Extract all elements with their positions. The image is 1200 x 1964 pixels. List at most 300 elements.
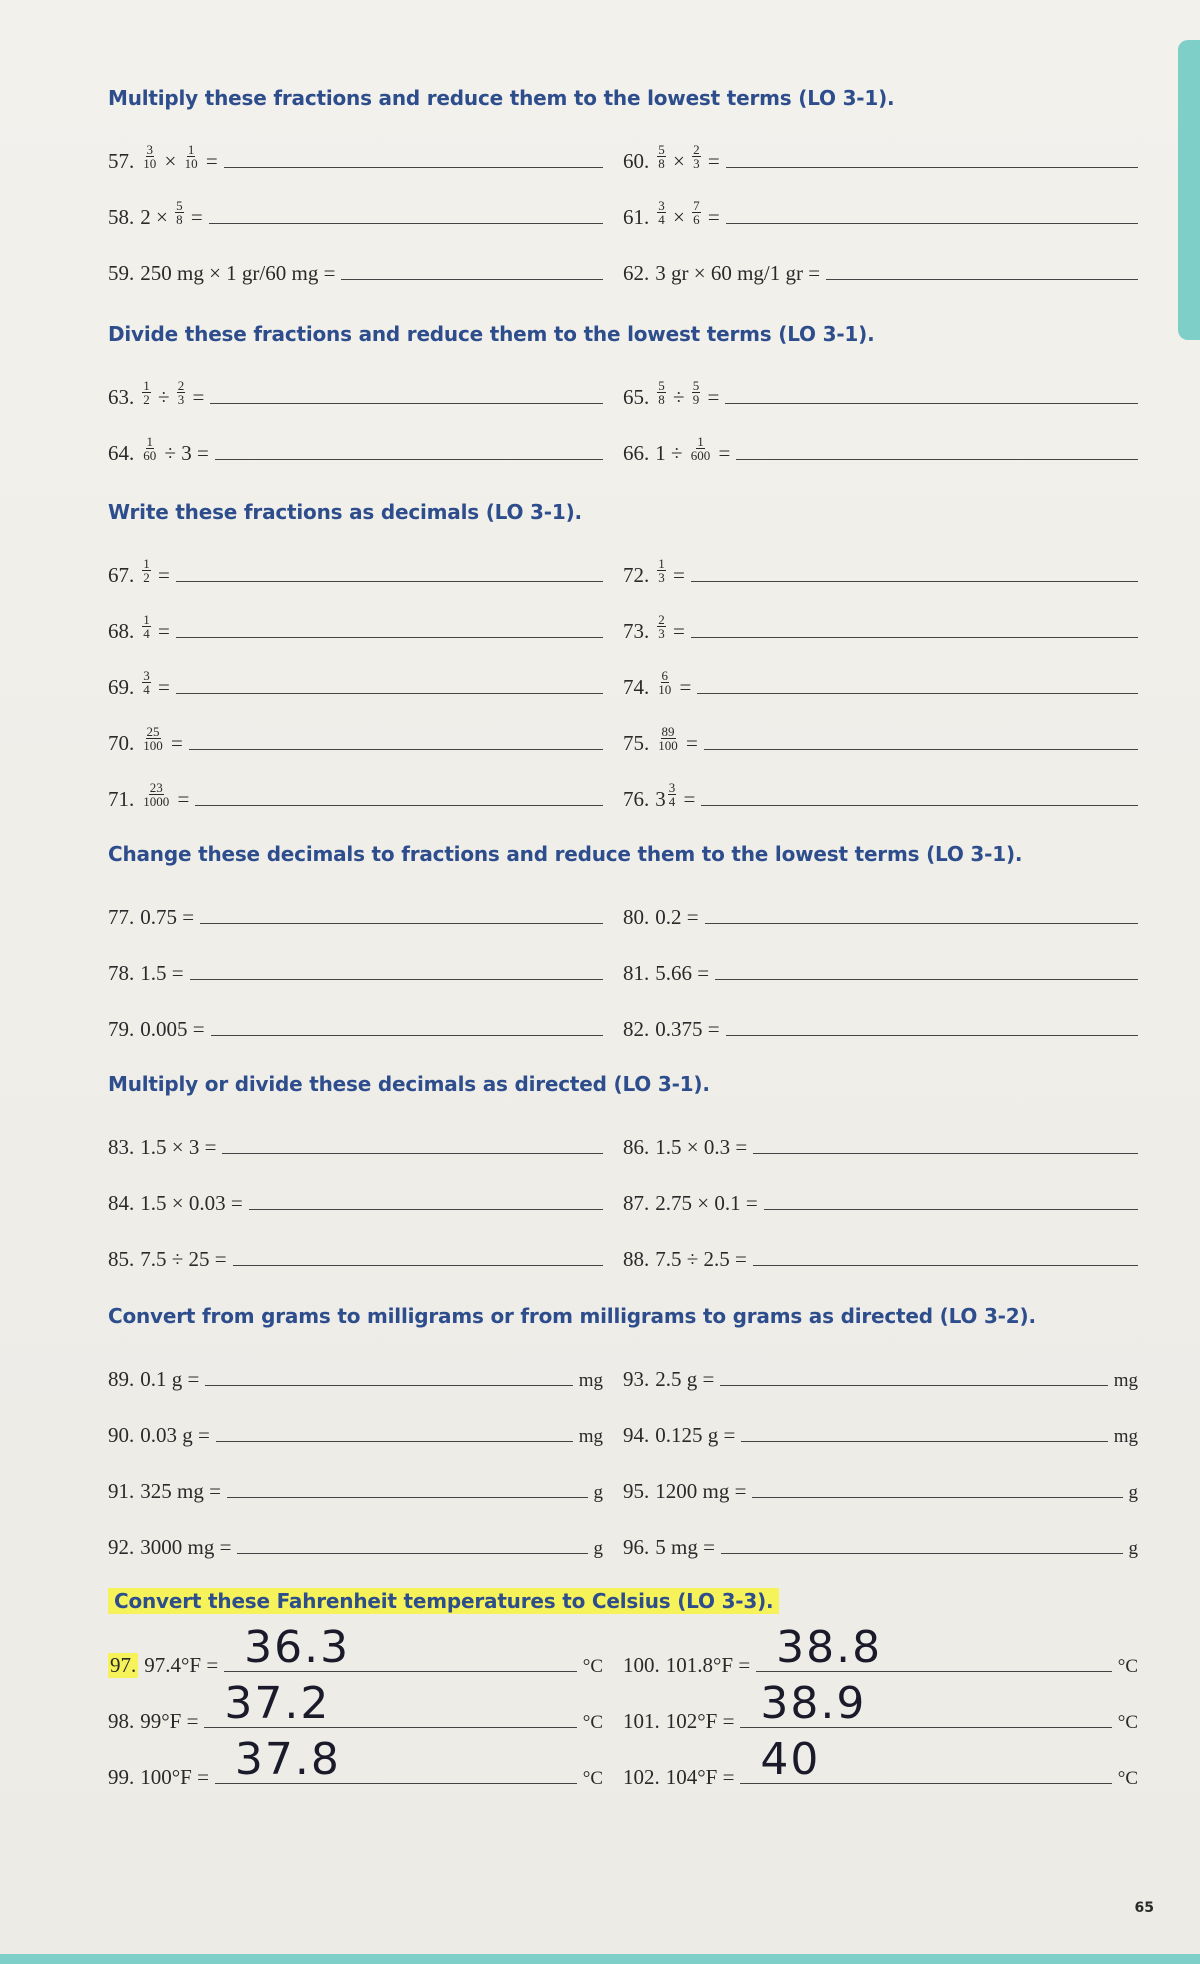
problem-expression (140, 142, 218, 174)
problem-expression (140, 261, 335, 286)
expression-text: 250 mg × 1 gr/60 mg = (140, 261, 336, 285)
fraction-denominator: 8 (658, 392, 665, 407)
problem-expression (140, 724, 183, 756)
answer-blank[interactable] (701, 804, 1138, 806)
answer-blank[interactable] (249, 1208, 603, 1210)
fraction-denominator: 100 (658, 738, 678, 753)
fraction (142, 613, 151, 640)
fraction-denominator: 4 (658, 212, 665, 227)
expression-text: 0.375 = (655, 1017, 720, 1041)
answer-blank[interactable] (224, 1622, 577, 1673)
problem-number: 60. (623, 149, 650, 173)
fraction-denominator: 2 (143, 570, 150, 585)
section-heading: Divide these fractions and reduce them to the lowest terms (LO 3-1). (108, 322, 875, 346)
section-fahrenheit-celsius (108, 1588, 1138, 1790)
handwritten-answer: 37.2 (224, 1678, 331, 1729)
problem-expression (140, 1535, 231, 1560)
problem-number: 62. (623, 261, 650, 285)
problem-number: 65. (623, 385, 650, 409)
expression-text: = (165, 731, 183, 755)
answer-blank[interactable] (740, 1678, 1111, 1729)
answer-blank[interactable] (176, 636, 603, 638)
fraction-numerator: 2 (658, 612, 665, 627)
expression-text: = (674, 675, 692, 699)
problem-86 (623, 1104, 1138, 1160)
problem-expression (140, 612, 170, 644)
fraction (142, 557, 151, 584)
expression-text: = (702, 149, 720, 173)
problem-expression (655, 142, 720, 174)
problem-68 (108, 588, 623, 644)
expression-text: = (185, 205, 203, 229)
fraction (657, 613, 666, 640)
fraction (657, 725, 679, 752)
answer-blank[interactable] (826, 278, 1138, 280)
problem-number: 81. (623, 961, 650, 985)
section-decimals-to-fractions (108, 842, 1138, 1042)
fraction-numerator: 2 (177, 378, 185, 393)
problem-number: 72. (623, 563, 650, 587)
problem-74 (623, 644, 1138, 700)
problem-number: 61. (623, 205, 650, 229)
fraction-numerator: 5 (176, 198, 183, 213)
expression-text: 5 mg = (655, 1535, 715, 1559)
problem-101 (623, 1678, 1138, 1734)
problem-99 (108, 1734, 623, 1790)
handwritten-answer: 36.3 (244, 1622, 351, 1673)
fraction-denominator: 3 (658, 570, 665, 585)
expression-text: 0.1 g = (140, 1367, 200, 1391)
problem-number: 57. (108, 149, 135, 173)
problem-expression (140, 198, 203, 230)
problem-78 (108, 930, 623, 986)
fraction-numerator: 3 (146, 142, 153, 157)
problem-expression (655, 1423, 735, 1448)
answer-blank[interactable] (725, 402, 1138, 404)
problem-number: 71. (108, 787, 135, 811)
fraction-denominator: 8 (658, 156, 665, 171)
problem-expression (655, 1135, 747, 1160)
answer-blank[interactable] (195, 804, 603, 806)
problem-number: 79. (108, 1017, 135, 1041)
problem-number: 86. (623, 1135, 650, 1159)
problem-number: 58. (108, 205, 135, 229)
problem-69 (108, 644, 623, 700)
expression-text: = (702, 205, 720, 229)
answer-blank[interactable] (720, 1384, 1107, 1386)
answer-blank[interactable] (697, 692, 1138, 694)
unit-label: °C (1117, 1656, 1138, 1677)
answer-blank[interactable] (209, 222, 603, 224)
section-heading: Multiply these fractions and reduce them to the lowest terms (LO 3-1). (108, 86, 895, 110)
fraction (142, 379, 151, 406)
problem-number: 73. (623, 619, 650, 643)
section-fractions-to-decimals (108, 500, 1138, 812)
expression-text: 2.75 × 0.1 = (655, 1191, 758, 1215)
problem-67 (108, 532, 623, 588)
problem-88 (623, 1216, 1138, 1272)
problem-65 (623, 354, 1138, 410)
answer-blank[interactable] (740, 1734, 1111, 1785)
problem-expression (655, 780, 696, 812)
problem-102 (623, 1734, 1138, 1790)
problem-number: 67. (108, 563, 135, 587)
expression-text: × (667, 205, 691, 229)
answer-blank[interactable] (205, 1384, 572, 1386)
fraction (692, 199, 701, 226)
answer-blank[interactable] (215, 1734, 577, 1785)
answer-blank[interactable] (756, 1622, 1112, 1673)
fraction-numerator: 89 (661, 724, 675, 739)
expression-text: × (159, 149, 182, 173)
answer-blank[interactable] (341, 278, 603, 280)
unit-label: °C (582, 1768, 603, 1789)
fraction-denominator: 4 (143, 626, 150, 641)
fraction-denominator: 10 (184, 156, 198, 171)
problem-60 (623, 118, 1138, 174)
fraction-numerator: 1 (143, 378, 150, 393)
expression-text: = (702, 385, 720, 409)
expression-text: 104°F = (665, 1765, 735, 1789)
problem-expression (144, 1653, 218, 1678)
answer-blank[interactable] (224, 166, 603, 168)
fraction-denominator: 60 (143, 448, 157, 463)
problem-expression (140, 1247, 226, 1272)
fraction-numerator: 1 (143, 612, 150, 627)
problem-66 (623, 410, 1138, 466)
problem-77 (108, 874, 623, 930)
expression-text: 0.75 = (140, 905, 195, 929)
answer-blank[interactable] (721, 1552, 1123, 1554)
expression-text: = (200, 149, 218, 173)
problem-expression (655, 1535, 715, 1560)
expression-text: ÷ (152, 385, 175, 409)
expression-text: 102°F = (665, 1709, 735, 1733)
fraction-denominator: 8 (176, 212, 183, 227)
fraction-denominator: 10 (143, 156, 157, 171)
problem-84 (108, 1160, 623, 1216)
expression-text: 1.5 × 0.03 = (140, 1191, 243, 1215)
problem-number: 75. (623, 731, 650, 755)
answer-blank[interactable] (691, 580, 1138, 582)
problem-number: 97. (110, 1653, 137, 1677)
problem-number: 98. (108, 1709, 135, 1733)
problem-expression (140, 1191, 242, 1216)
unit-label: °C (582, 1656, 603, 1677)
handwritten-answer: 38.8 (776, 1622, 883, 1673)
answer-blank[interactable] (227, 1496, 588, 1498)
fraction-denominator: 1000 (143, 794, 170, 809)
fraction-denominator: 4 (668, 794, 676, 809)
problem-expression (655, 668, 692, 700)
answer-blank[interactable] (764, 1208, 1138, 1210)
problem-number: 70. (108, 731, 135, 755)
expression-text: 2 × (140, 205, 174, 229)
fraction-numerator: 5 (658, 142, 665, 157)
problem-expression (140, 961, 183, 986)
problem-expression (655, 612, 685, 644)
fraction-numerator: 1 (697, 434, 704, 449)
expression-text: = (667, 619, 685, 643)
problem-expression (655, 378, 720, 410)
problem-number: 77. (108, 905, 135, 929)
problem-number: 63. (108, 385, 135, 409)
expression-text: 3 (655, 787, 666, 811)
problem-expression (655, 434, 731, 466)
unit-label: g (593, 1482, 603, 1503)
fraction-denominator: 100 (143, 738, 163, 753)
section-divide-fractions (108, 322, 1138, 466)
problem-number: 85. (108, 1247, 135, 1271)
problem-expression (655, 1367, 714, 1392)
answer-blank[interactable] (736, 458, 1138, 460)
answer-blank[interactable] (704, 748, 1138, 750)
page-tab-edge (1178, 40, 1200, 340)
problem-97 (108, 1622, 623, 1678)
answer-blank[interactable] (753, 1264, 1138, 1266)
problem-expression (655, 905, 698, 930)
problem-expression (140, 1423, 210, 1448)
problem-59 (108, 230, 623, 286)
fraction (142, 669, 151, 696)
expression-text: 2.5 g = (655, 1367, 715, 1391)
problem-number: 94. (623, 1423, 650, 1447)
problem-81 (623, 930, 1138, 986)
problem-number: 74. (623, 675, 650, 699)
problem-73 (623, 588, 1138, 644)
problem-number: 100. (623, 1653, 660, 1677)
problem-number: 76. (623, 787, 650, 811)
section-multiply-fractions (108, 86, 1138, 286)
problem-number: 95. (623, 1479, 650, 1503)
fraction-numerator: 25 (146, 724, 160, 739)
fraction (177, 379, 186, 406)
problem-expression (140, 378, 205, 410)
handwritten-answer: 38.9 (760, 1678, 867, 1729)
answer-blank[interactable] (204, 1678, 576, 1729)
problem-expression (655, 261, 820, 286)
problem-number: 90. (108, 1423, 135, 1447)
fraction-denominator: 600 (690, 448, 711, 463)
fraction-denominator: 9 (692, 392, 700, 407)
problem-61 (623, 174, 1138, 230)
fraction-numerator: 3 (668, 780, 676, 795)
problem-number: 59. (108, 261, 135, 285)
unit-label: mg (1113, 1426, 1138, 1447)
problem-expression (666, 1653, 750, 1678)
problem-85 (108, 1216, 623, 1272)
problem-expression (655, 198, 720, 230)
fraction (692, 379, 701, 406)
expression-text: = (678, 787, 696, 811)
problem-number: 96. (623, 1535, 650, 1559)
problem-number: 99. (108, 1765, 135, 1789)
expression-text: 7.5 ÷ 2.5 = (655, 1247, 747, 1271)
expression-text: × (667, 149, 691, 173)
fraction-denominator: 4 (143, 682, 150, 697)
problem-number: 101. (623, 1709, 660, 1733)
expression-text: = (680, 731, 698, 755)
answer-blank[interactable] (190, 978, 603, 980)
answer-blank[interactable] (189, 748, 603, 750)
problem-expression (666, 1709, 735, 1734)
problem-number: 69. (108, 675, 135, 699)
problem-87 (623, 1160, 1138, 1216)
problem-64 (108, 410, 623, 466)
problem-75 (623, 700, 1138, 756)
section-heading: Convert from grams to milligrams or from milligrams to grams as directed (LO 3-2). (108, 1304, 1036, 1328)
answer-blank[interactable] (211, 1034, 603, 1036)
section-heading: Write these fractions as decimals (LO 3-1). (108, 500, 582, 524)
expression-text: 0.005 = (140, 1017, 205, 1041)
problem-93 (623, 1336, 1138, 1392)
unit-label: °C (1117, 1712, 1138, 1733)
answer-blank[interactable] (200, 922, 603, 924)
fraction-numerator: 1 (658, 556, 665, 571)
problem-expression (655, 556, 685, 588)
expression-text: 3 gr × 60 mg/1 gr = (655, 261, 821, 285)
answer-blank[interactable] (216, 1440, 573, 1442)
fraction (692, 143, 701, 170)
answer-blank[interactable] (691, 636, 1138, 638)
fraction-numerator: 3 (658, 198, 665, 213)
answer-blank[interactable] (726, 166, 1138, 168)
problem-expression (140, 905, 194, 930)
handwritten-answer: 40 (760, 1734, 821, 1785)
fraction (657, 143, 666, 170)
answer-blank[interactable] (210, 402, 603, 404)
problem-number: 83. (108, 1135, 135, 1159)
problem-number: 82. (623, 1017, 650, 1041)
problem-89 (108, 1336, 623, 1392)
problem-expression (140, 1367, 199, 1392)
fraction-numerator: 7 (693, 198, 700, 213)
problem-expression (655, 1479, 746, 1504)
expression-text: 0.03 g = (140, 1423, 210, 1447)
problem-number: 87. (623, 1191, 650, 1215)
problem-number: 102. (623, 1765, 660, 1789)
problem-expression (140, 1017, 204, 1042)
page-bottom-edge (0, 1954, 1200, 1964)
section-heading: Convert these Fahrenheit temperatures to Celsius (LO 3-3). (108, 1588, 779, 1614)
answer-blank[interactable] (233, 1264, 603, 1266)
fraction (657, 379, 666, 406)
fraction-denominator: 3 (177, 392, 185, 407)
expression-text: = (152, 675, 170, 699)
expression-text: 1200 mg = (655, 1479, 747, 1503)
problem-number: 89. (108, 1367, 135, 1391)
answer-blank[interactable] (726, 222, 1138, 224)
fraction (142, 143, 157, 170)
expression-text: ÷ 3 = (159, 441, 209, 465)
problem-expression (140, 1709, 198, 1734)
problem-number: 91. (108, 1479, 135, 1503)
fraction-numerator: 5 (692, 378, 700, 393)
problem-79 (108, 986, 623, 1042)
problem-number: 78. (108, 961, 135, 985)
fraction-denominator: 2 (143, 392, 150, 407)
answer-blank[interactable] (705, 922, 1138, 924)
problem-number: 84. (108, 1191, 135, 1215)
problem-number: 66. (623, 441, 650, 465)
expression-text: 100°F = (140, 1765, 209, 1789)
answer-blank[interactable] (741, 1440, 1107, 1442)
unit-label: mg (1113, 1370, 1138, 1391)
expression-text: 1.5 = (140, 961, 184, 985)
fraction-numerator: 1 (187, 142, 195, 157)
unit-label: g (1128, 1482, 1138, 1503)
fraction-numerator: 5 (658, 378, 665, 393)
page-number: 65 (1134, 1900, 1154, 1916)
problem-72 (623, 532, 1138, 588)
fraction (175, 199, 184, 226)
problem-62 (623, 230, 1138, 286)
answer-blank[interactable] (176, 692, 603, 694)
answer-blank[interactable] (753, 1152, 1138, 1154)
expression-text: 1 ÷ (655, 441, 688, 465)
handwritten-answer: 37.8 (234, 1734, 341, 1785)
answer-blank[interactable] (715, 978, 1138, 980)
expression-text: 97.4°F = (144, 1653, 219, 1677)
problem-expression (655, 1247, 747, 1272)
expression-text: 325 mg = (140, 1479, 221, 1503)
answer-blank[interactable] (726, 1034, 1138, 1036)
problem-92 (108, 1504, 623, 1560)
answer-blank[interactable] (176, 580, 603, 582)
expression-text: = (713, 441, 731, 465)
problem-expression (655, 961, 709, 986)
expression-text: = (667, 563, 685, 587)
problem-expression (140, 1135, 216, 1160)
expression-text: 7.5 ÷ 25 = (140, 1247, 227, 1271)
problem-expression (140, 434, 209, 466)
problem-expression (655, 724, 698, 756)
answer-blank[interactable] (237, 1552, 587, 1554)
unit-label: g (1128, 1538, 1138, 1559)
fraction (142, 781, 170, 808)
answer-blank[interactable] (215, 458, 603, 460)
problem-expression (666, 1765, 735, 1790)
problem-number: 80. (623, 905, 650, 929)
problem-number: 88. (623, 1247, 650, 1271)
expression-text: 101.8°F = (665, 1653, 751, 1677)
section-grams-milligrams (108, 1304, 1138, 1560)
expression-text: ÷ (667, 385, 690, 409)
unit-label: mg (578, 1370, 603, 1391)
answer-blank[interactable] (752, 1496, 1122, 1498)
fraction (657, 557, 666, 584)
fraction-numerator: 2 (693, 142, 700, 157)
expression-text: 99°F = (140, 1709, 199, 1733)
problem-80 (623, 874, 1138, 930)
fraction-numerator: 3 (143, 668, 150, 683)
expression-text: = (187, 385, 205, 409)
problem-expression (140, 780, 190, 812)
fraction-denominator: 6 (693, 212, 700, 227)
unit-label: mg (578, 1426, 603, 1447)
fraction (657, 199, 666, 226)
expression-text: = (172, 787, 190, 811)
problem-number: 68. (108, 619, 135, 643)
answer-blank[interactable] (222, 1152, 603, 1154)
problem-58 (108, 174, 623, 230)
problem-70 (108, 700, 623, 756)
unit-label: g (593, 1538, 603, 1559)
expression-text: = (152, 619, 170, 643)
problem-expression (655, 1017, 719, 1042)
problem-expression (140, 668, 170, 700)
problem-83 (108, 1104, 623, 1160)
